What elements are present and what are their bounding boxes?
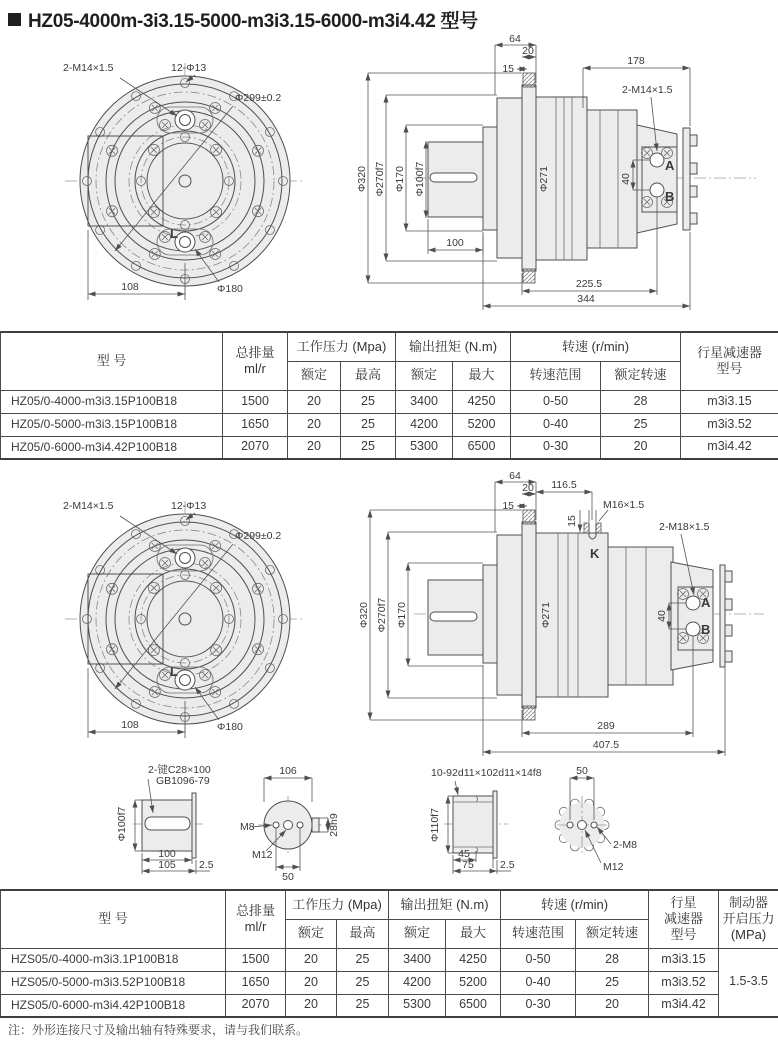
dim-28h9: 28h9: [328, 813, 340, 837]
front-view-drawing-1: [25, 48, 325, 328]
cell: 20: [286, 994, 337, 1017]
cell: 20: [288, 390, 341, 413]
dim-15: 15: [502, 63, 514, 75]
dim-20: 20: [522, 45, 534, 57]
header-rated-speed: 额定转速: [601, 361, 681, 390]
dim-label-holes: 12-Φ13: [171, 62, 207, 74]
header-reducer-line1: 行星减速器: [697, 345, 763, 360]
spline-spec-label: 10-92d11×102d11×14f8: [431, 767, 542, 779]
dia-110-label: Φ110f7: [429, 808, 441, 842]
cell: 1650: [223, 413, 288, 436]
cell: 0-40: [501, 971, 576, 994]
header-pressure: 工作压力 (Mpa): [286, 890, 389, 919]
front-view-drawing-2: [25, 486, 325, 766]
cell-model: HZS05/0-6000-m3i4.42P100B18: [1, 994, 226, 1017]
cell: 28: [576, 948, 649, 971]
dim-50: 50: [282, 871, 294, 883]
header-model: 型 号: [1, 332, 223, 390]
page-title-text: HZ05-4000m-3i3.15-5000-m3i3.15-6000-m3i4.42 型号: [28, 11, 478, 32]
title-square-icon: [8, 13, 21, 26]
dim-75: 75: [462, 859, 474, 871]
cell: 5200: [446, 971, 501, 994]
cell: 4200: [389, 971, 446, 994]
side-view-geometry: [368, 45, 756, 310]
gauge-thread-label: M16×1.5: [603, 499, 645, 511]
dim-50: 50: [576, 765, 588, 777]
dim-label-108: 108: [121, 719, 139, 731]
key-spec-label: 2-键C28×100: [148, 764, 211, 776]
cell: 0-50: [501, 948, 576, 971]
cell: 0-40: [511, 413, 601, 436]
dim-20: 20: [522, 482, 534, 494]
header-reducer-line1: 行星: [670, 894, 697, 910]
port-k-label: K: [590, 546, 600, 561]
header-rated-pressure: 额定: [286, 919, 337, 948]
cell: 2070: [226, 994, 286, 1017]
spec-table-1: [0, 331, 778, 460]
port-a-label: A: [701, 595, 711, 610]
cell: 25: [341, 390, 396, 413]
dim-178: 178: [627, 55, 645, 67]
header-max-torque: 最大: [453, 361, 511, 390]
spec-table-2: [0, 889, 778, 1018]
header-displacement-line1: 总排量: [235, 345, 275, 360]
dim-label-outer-dia: Φ299±0.2: [235, 530, 282, 542]
dim-15: 15: [502, 500, 514, 512]
port-b-label: B: [665, 189, 675, 204]
table-row: [1, 390, 778, 413]
cell: 25: [337, 994, 389, 1017]
cell-reducer: m3i4.42: [681, 436, 778, 459]
port-l-label: L: [170, 664, 178, 679]
cell-reducer: m3i3.52: [681, 413, 778, 436]
cell: 0-50: [511, 390, 601, 413]
dim-label-holes: 12-Φ13: [171, 500, 207, 512]
dim-label-thread: 2-M14×1.5: [63, 500, 114, 512]
header-speed-range: 转速范围: [511, 361, 601, 390]
key-standard-label: GB1096-79: [156, 775, 210, 787]
dim-2-5: 2.5: [500, 859, 515, 871]
header-pressure: 工作压力 (Mpa): [288, 332, 396, 361]
table-row: [1, 971, 778, 994]
cell-reducer: m3i3.15: [681, 390, 778, 413]
cell-reducer: m3i3.15: [649, 948, 719, 971]
side-view-drawing-1: [356, 33, 778, 328]
header-reducer-line2: 型号: [716, 361, 743, 377]
cell: 6500: [446, 994, 501, 1017]
dim-106: 106: [279, 765, 297, 777]
dim-116-5: 116.5: [551, 479, 577, 491]
cell: 4250: [453, 390, 511, 413]
dim-100: 100: [158, 848, 176, 860]
header-brake-line3: (MPa): [730, 927, 767, 943]
cell: 20: [601, 436, 681, 459]
cell: 5300: [396, 436, 453, 459]
dia-271-label: Φ271: [538, 166, 550, 192]
splined-shaft-drawing: [398, 756, 543, 888]
header-brake-line1: 制动器: [729, 894, 769, 910]
header-reducer-line2: 减速器: [664, 911, 704, 927]
cell-model: HZ05/0-4000-m3i3.15P100B18: [1, 390, 223, 413]
cell: 0-30: [501, 994, 576, 1017]
cell-reducer: m3i4.42: [649, 994, 719, 1017]
m8-label: M8: [240, 821, 255, 833]
header-speed: 转速 (r/min): [511, 332, 681, 361]
cell: 20: [286, 948, 337, 971]
cell-model: HZS05/0-5000-m3i3.52P100B18: [1, 971, 226, 994]
dim-15-vertical: 15: [566, 515, 578, 527]
cell: 3400: [389, 948, 446, 971]
cell: 25: [341, 436, 396, 459]
dia-100-label: Φ100f7: [414, 161, 426, 197]
cell: 4250: [446, 948, 501, 971]
cell: 5300: [389, 994, 446, 1017]
cell: 20: [286, 971, 337, 994]
dim-label-thread: 2-M14×1.5: [63, 62, 114, 74]
header-rated-torque: 额定: [389, 919, 446, 948]
header-rated-speed: 额定转速: [576, 919, 649, 948]
dim-344: 344: [577, 293, 595, 305]
cell-brake-pressure: 1.5-3.5: [719, 948, 778, 1017]
dim-407-5: 407.5: [592, 739, 620, 751]
cell: 25: [341, 413, 396, 436]
gear-end-view-geometry: [555, 778, 611, 863]
port-a-label: A: [665, 158, 675, 173]
cell: 25: [601, 413, 681, 436]
table-row: [1, 948, 778, 971]
header-torque: 输出扭矩 (N.m): [389, 890, 501, 919]
dia-100-label: Φ100f7: [116, 806, 128, 842]
dim-40: 40: [656, 610, 668, 622]
cell: 25: [337, 948, 389, 971]
side-view-drawing-2: [356, 466, 778, 768]
header-displacement-line1: 总排量: [235, 903, 275, 918]
m12-label: M12: [603, 861, 624, 873]
header-model: 型 号: [1, 890, 226, 948]
dim-100: 100: [446, 237, 464, 249]
dim-105: 105: [158, 859, 176, 871]
port-l-label: L: [170, 226, 178, 241]
cell: 3400: [396, 390, 453, 413]
dim-label-outer-dia: Φ299±0.2: [235, 92, 282, 104]
cell: 5200: [453, 413, 511, 436]
cell: 0-30: [511, 436, 601, 459]
cell: 1650: [226, 971, 286, 994]
table-row: [1, 994, 778, 1017]
port-b-label: B: [701, 622, 711, 637]
page-title: [8, 6, 478, 33]
thread-label: 2-M18×1.5: [659, 521, 710, 533]
header-torque: 输出扭矩 (N.m): [396, 332, 511, 361]
header-displacement: [223, 332, 288, 390]
header-rated-torque: 额定: [396, 361, 453, 390]
dim-label-108: 108: [121, 281, 139, 293]
header-max-pressure: 最高: [341, 361, 396, 390]
header-max-pressure: 最高: [337, 919, 389, 948]
dia-170-label: Φ170: [394, 166, 406, 192]
dim-40: 40: [620, 173, 632, 185]
cell: 6500: [453, 436, 511, 459]
dim-225-5: 225.5: [575, 278, 603, 290]
dia-271-label: Φ271: [540, 602, 552, 628]
keyed-shaft-end-view: [238, 756, 352, 888]
header-speed: 转速 (r/min): [501, 890, 649, 919]
dim-64: 64: [509, 470, 521, 482]
header-max-torque: 最大: [446, 919, 501, 948]
header-reducer: [681, 332, 778, 390]
dia-270-label: Φ270f7: [376, 597, 388, 633]
header-displacement-line2: ml/r: [244, 919, 267, 935]
table-row: [1, 436, 778, 459]
cell: 20: [288, 413, 341, 436]
header-rated-pressure: 额定: [288, 361, 341, 390]
dim-45: 45: [458, 848, 470, 860]
header-displacement: [226, 890, 286, 948]
cell-reducer: m3i3.52: [649, 971, 719, 994]
dim-label-pilot-dia: Φ180: [217, 283, 243, 295]
cell: 4200: [396, 413, 453, 436]
dim-64: 64: [509, 33, 521, 45]
cell: 20: [288, 436, 341, 459]
cell: 25: [337, 971, 389, 994]
header-displacement-line2: ml/r: [244, 361, 266, 377]
splined-shaft-end-view: [545, 756, 678, 888]
dim-label-pilot-dia: Φ180: [217, 721, 243, 733]
cell: 2070: [223, 436, 288, 459]
dia-270-label: Φ270f7: [374, 161, 386, 197]
cell: 25: [576, 971, 649, 994]
header-brake-line2: 开启压力: [722, 911, 775, 927]
dia-320-label: Φ320: [356, 166, 368, 192]
m12-label: M12: [252, 849, 273, 861]
cell-model: HZ05/0-5000-m3i3.15P100B18: [1, 413, 223, 436]
cell-model: HZS05/0-4000-m3i3.1P100B18: [1, 948, 226, 971]
dim-289: 289: [597, 720, 615, 732]
cell: 1500: [226, 948, 286, 971]
cell: 28: [601, 390, 681, 413]
thread-label: 2-M14×1.5: [622, 84, 673, 96]
cell: 20: [576, 994, 649, 1017]
header-speed-range: 转速范围: [501, 919, 576, 948]
cell-model: HZ05/0-6000-m3i4.42P100B18: [1, 436, 223, 459]
dim-2-5: 2.5: [199, 859, 214, 871]
m8-label: 2-M8: [613, 839, 637, 851]
footnote: 注：外形连接尺寸及输出轴有特殊要求，请与我们联系。: [8, 1023, 309, 1037]
header-reducer: [649, 890, 719, 948]
dia-320-label: Φ320: [358, 602, 370, 628]
header-reducer-line3: 型号: [670, 927, 697, 943]
keyed-shaft-drawing: [95, 756, 240, 888]
table-row: [1, 413, 778, 436]
cell: 1500: [223, 390, 288, 413]
dia-170-label: Φ170: [396, 602, 408, 628]
header-brake: [719, 890, 778, 948]
